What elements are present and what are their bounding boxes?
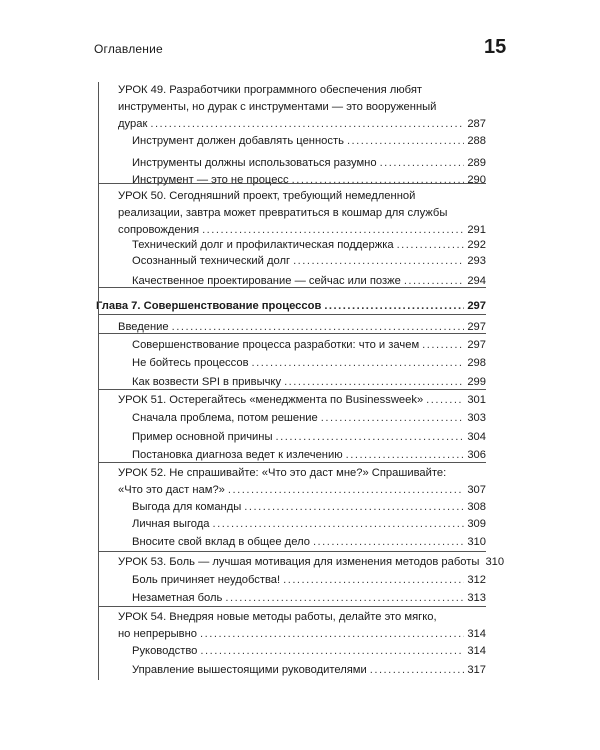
toc-entry-leader-line (132, 534, 486, 550)
toc-entry-page-number: 298 (467, 357, 486, 369)
toc-entry-page-number: 314 (467, 645, 486, 657)
toc-entry-leader-line (118, 482, 486, 498)
dot-leader (293, 253, 464, 269)
toc-entry-leader-line (132, 374, 486, 390)
toc-entry-leader-line (118, 626, 486, 642)
dot-leader (213, 516, 465, 532)
toc-entry-title-line: УРОК 53. Боль — лучшая мотивация для изменения методов работы (118, 554, 482, 570)
dot-leader (313, 534, 464, 550)
toc-entry-title-line: Боль причиняет неудобства! (132, 572, 283, 588)
toc-entry-title-line: Вносите свой вклад в общее дело (132, 534, 313, 550)
toc-entry-title-line: сопровождения (118, 222, 202, 238)
toc-entry-leader-line (132, 662, 486, 678)
toc-entry-leader-line (132, 572, 486, 588)
dot-leader (426, 392, 464, 408)
toc-entry-page-number: 294 (467, 275, 486, 287)
toc-entry-page-number: 314 (467, 628, 486, 640)
toc-entry-leader-line (132, 253, 486, 269)
toc-entry-title-line: Как возвести SPI в привычку (132, 374, 284, 390)
toc-entry-title-line: Инструмент — это не процесс (132, 172, 292, 188)
running-title: Оглавление (94, 42, 163, 56)
toc-entry-title-line: Качественное проектирование — сейчас или позже (132, 273, 404, 289)
toc-entry-page-number: 291 (467, 224, 486, 236)
toc-entry-leader-line (132, 172, 486, 188)
toc-entry-title-line: Осознанный технический долг (132, 253, 293, 269)
toc-entry-leader-line (132, 447, 486, 463)
toc-entry-leader-line (118, 116, 486, 132)
toc-entry-page-number: 313 (467, 592, 486, 604)
toc-entry-leader-line (118, 554, 505, 570)
toc-entry-leader-line (118, 222, 486, 238)
toc-entry-page-number: 303 (467, 412, 486, 424)
toc-entry-title-line: Введение (118, 319, 172, 335)
toc-entry-title-line: Технический долг и профилактическая поддержка (132, 237, 397, 253)
divider-line (98, 314, 486, 315)
toc-entry-title-line: Руководство (132, 643, 200, 659)
toc-entry-title-line: УРОК 52. Не спрашивайте: «Что это даст мне?» Спрашивайте: (118, 467, 447, 479)
toc-entry-leader-line (132, 429, 486, 445)
dot-leader (225, 590, 464, 606)
toc-entry-page-number: 287 (467, 118, 486, 130)
toc-entry-page-number: 299 (467, 376, 486, 388)
toc-entry-page-number: 297 (467, 321, 486, 333)
toc-entry-title-line: дурак (118, 116, 150, 132)
toc-entry-page-number: 308 (467, 501, 486, 513)
toc-entry-page-number: 307 (467, 484, 486, 496)
toc-entry-leader-line (132, 337, 486, 353)
divider-line (98, 551, 486, 552)
divider-line (98, 287, 486, 288)
dot-leader (276, 429, 465, 445)
dot-leader (346, 447, 465, 463)
divider-line (98, 183, 486, 184)
dot-leader (283, 572, 464, 588)
toc-entry-title-line: УРОК 51. Остерегайтесь «менеджмента по Businessweek» (118, 392, 426, 408)
toc-entry-title-line: Управление вышестоящими руководителями (132, 662, 370, 678)
dot-leader (244, 499, 464, 515)
divider-line (98, 462, 486, 463)
toc-entry-page-number: 292 (467, 239, 486, 251)
toc-entry-title-line: Глава 7. Совершенствование процессов (96, 298, 324, 314)
toc-entry-title-line: УРОК 50. Сегодняшний проект, требующий немедленной (118, 190, 416, 202)
divider-line (98, 606, 486, 607)
toc-entry-title-line: УРОК 49. Разработчики программного обеспечения любят (118, 84, 423, 96)
toc-entry-leader-line (132, 410, 486, 426)
toc-entry-leader-line (132, 355, 486, 371)
toc-entry-leader-line (96, 298, 486, 314)
toc-entry-title-line: Сначала проблема, потом решение (132, 410, 321, 426)
toc-entry-page-number: 288 (467, 135, 486, 147)
dot-leader (422, 337, 464, 353)
toc-entry-title-line: Не бойтесь процессов (132, 355, 252, 371)
toc-entry-page-number: 317 (467, 664, 486, 676)
toc-entry-title-line: Инструменты должны использоваться разумно (132, 155, 380, 171)
toc-entry-page-number: 310 (467, 536, 486, 548)
toc-entry-title-line: Личная выгода (132, 516, 213, 532)
dot-leader (252, 355, 465, 371)
dot-leader (324, 298, 464, 314)
toc-entry-title-line: «Что это даст нам?» (118, 482, 228, 498)
toc-entry-leader-line (132, 133, 486, 149)
dot-leader (200, 626, 464, 642)
toc-entry-page-number: 304 (467, 431, 486, 443)
toc-entry-page-number: 290 (467, 174, 486, 186)
dot-leader (292, 172, 465, 188)
page-number: 15 (484, 36, 507, 58)
toc-entry-leader-line (132, 237, 486, 253)
toc-entry-title-line: Незаметная боль (132, 590, 225, 606)
toc-entry-title-line: Совершенствование процесса разработки: что и зачем (132, 337, 422, 353)
toc-entry-title-line: Пример основной причины (132, 429, 276, 445)
dot-leader (228, 482, 464, 498)
toc-entry-title-line: Постановка диагноза ведет к излечению (132, 447, 346, 463)
toc-entry-page-number: 312 (467, 574, 486, 586)
toc-entry-title-line: Инструмент должен добавлять ценность (132, 133, 347, 149)
dot-leader (380, 155, 465, 171)
dot-leader (370, 662, 465, 678)
toc-entry-page-number: 310 (485, 556, 505, 568)
toc-entry-page-number: 289 (467, 157, 486, 169)
toc-entry-page-number: 306 (467, 449, 486, 461)
divider-line (98, 333, 486, 334)
toc-entry-page-number: 293 (467, 255, 486, 267)
divider-line (98, 82, 99, 680)
toc-entry-title-line: реализации, завтра может превратиться в кошмар для службы (118, 207, 448, 219)
dot-leader (200, 643, 464, 659)
toc-entry-page-number: 301 (467, 394, 486, 406)
toc-entry-title-line: УРОК 54. Внедряя новые методы работы, делайте это мягко, (118, 611, 437, 623)
dot-leader (321, 410, 465, 426)
toc-entry-page-number: 297 (467, 300, 486, 312)
toc-entry-leader-line (132, 590, 486, 606)
toc-entry-title-line: Выгода для команды (132, 499, 244, 515)
toc-entry-leader-line (132, 155, 486, 171)
toc-entry-page-number: 309 (467, 518, 486, 530)
toc-entry-leader-line (132, 516, 486, 532)
toc-entry-leader-line (132, 499, 486, 515)
toc-entry-leader-line (132, 643, 486, 659)
dot-leader (150, 116, 464, 132)
toc-entry-title-line: но непрерывно (118, 626, 200, 642)
dot-leader (284, 374, 464, 390)
toc-entry-leader-line (118, 392, 486, 408)
dot-leader (347, 133, 464, 149)
toc-entry-title-line: инструменты, но дурак с инструментами — это вооруженный (118, 101, 437, 113)
dot-leader (202, 222, 464, 238)
divider-line (98, 389, 486, 390)
toc-entry-page-number: 297 (467, 339, 486, 351)
dot-leader (397, 237, 465, 253)
